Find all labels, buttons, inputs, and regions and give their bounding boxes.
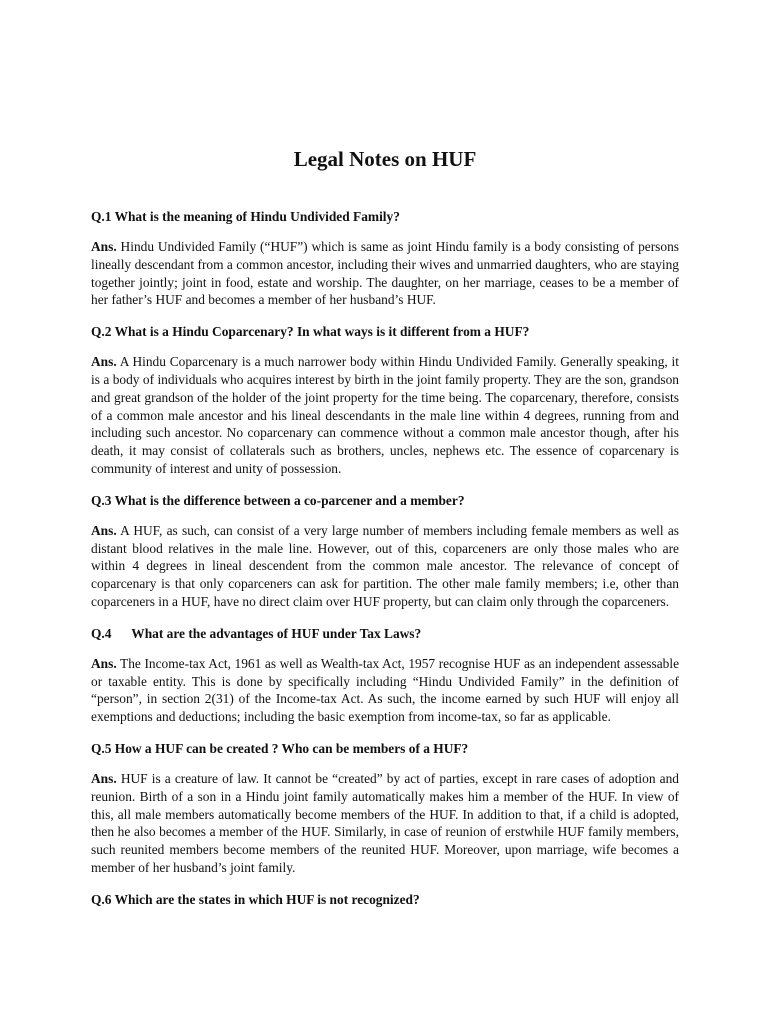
qa-item-5 — [91, 740, 679, 877]
qa-item-3 — [91, 492, 679, 611]
answer-3 — [91, 522, 679, 611]
answer-text: HUF is a creature of law. It cannot be “created” by act of parties, except in rare cases of adoption and reunion. Birth of a son in a Hindu joint family automatically makes him a member of the HUF. In view of this, all male members automatically become members of the HUF. In addition to that, if a child is adopted, then he also becomes a member of the HUF. Similarly, in case of reunion of erstwhile HUF family members, such reunited members become members of the reunited HUF. Moreover, upon marriage, wife becomes a member of her husband’s joint family. — [91, 770, 679, 875]
answer-label: Ans. — [91, 770, 117, 786]
answer-label: Ans. — [91, 354, 117, 370]
answer-text: Hindu Undivided Family (“HUF”) which is same as joint Hindu family is a body consisting of persons lineally descendant from a common ancestor, including their wives and unmarried daughters, who are staying together jointly; joint in food, estate and worship. The daughter, on her marriage, ceases to be a member of her father’s HUF and becomes a member of her husband’s HUF. — [91, 239, 679, 308]
answer-5 — [91, 770, 679, 877]
question-5: Q.5 How a HUF can be created ? Who can be members of a HUF? — [91, 740, 469, 756]
answer-text: The Income-tax Act, 1961 as well as Wealth-tax Act, 1957 recognise HUF as an independent assessable or taxable entity. This is done by specifically including “Hindu Undivided Family” in the definition of “person”, in section 2(31) of the Income-tax Act. As such, the income earned by such HUF will enjoy all exemptions and deductions; including the basic exemption from income-tax, so far as applicable. — [91, 655, 680, 725]
qa-item-4 — [91, 625, 679, 726]
answer-4 — [91, 655, 679, 726]
question-3: Q.3 What is the difference between a co-parcener and a member? — [91, 492, 465, 508]
qa-item-2 — [91, 323, 679, 478]
answer-2 — [91, 353, 679, 478]
answer-text: A Hindu Coparcenary is a much narrower body within Hindu Undivided Family. Generally speaking, it is a body of individuals who acquires interest by birth in the joint family property. They are the son, grandson and great grandson of the holder of the joint property for the time being. The coparcenary, therefore, consists of a common male ancestor and his lineal descendants in the male line within 4 degrees, running from and including such ancestor. No coparcenary can commence without a common male ancestor though, after his death, it may consist of collaterals such as brothers, uncles, nephews etc. The essence of coparcenary is community of interest and unity of possession. — [91, 354, 679, 476]
answer-1 — [91, 238, 679, 309]
answer-label: Ans. — [91, 655, 117, 671]
answer-label: Ans. — [91, 239, 117, 254]
qa-list — [91, 208, 679, 909]
question-4: Q.4 What are the advantages of HUF under Tax Laws? — [91, 625, 422, 641]
question-2: Q.2 What is a Hindu Coparcenary? In what ways is it different from a HUF? — [91, 324, 530, 340]
question-6: Q.6 Which are the states in which HUF is not recognized? — [91, 891, 420, 907]
document-title: Legal Notes on HUF — [293, 147, 477, 171]
question-1: Q.1 What is the meaning of Hindu Undivided Family? — [91, 209, 400, 224]
answer-text: A HUF, as such, can consist of a very large number of members including female members as well as distant blood relatives in the male line. However, out of this, coparceners are only those males who are within 4 degrees in lineal descendent from the common male ancestor. The relevance of concept of coparcenary is that only coparceners can ask for partition. The other male family members; i.e, other than coparceners in a HUF, have no direct claim over HUF property, but can claim only through the coparceners. — [91, 522, 679, 609]
answer-label: Ans. — [91, 522, 117, 538]
qa-item-1 — [91, 208, 679, 309]
qa-item-6 — [91, 891, 679, 909]
